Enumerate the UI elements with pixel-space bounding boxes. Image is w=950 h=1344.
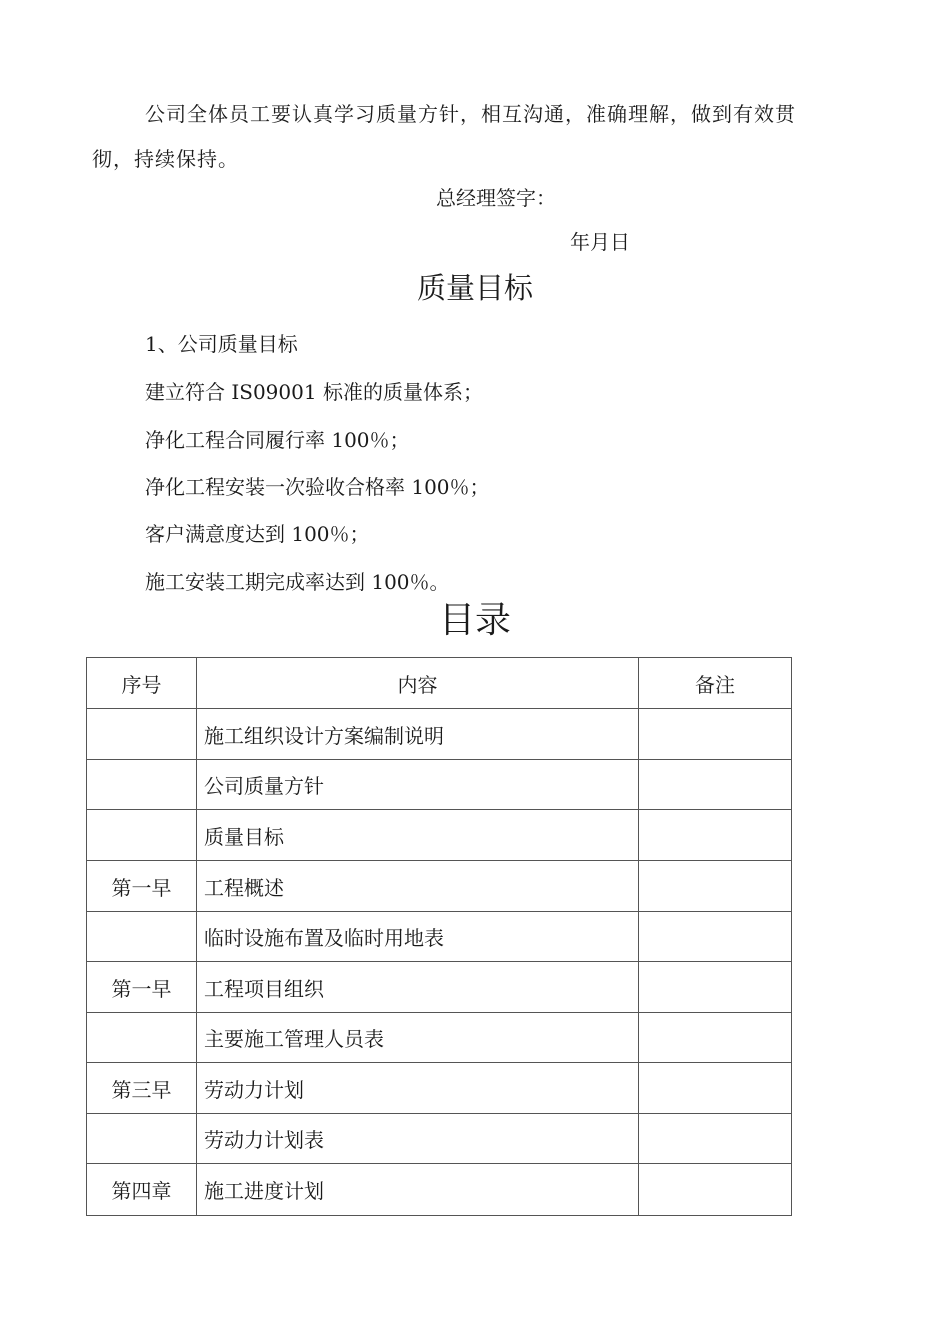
toc-header-row xyxy=(87,658,792,709)
toc-row-content: 工程概述 xyxy=(197,861,639,912)
goal-item: 客户满意度达到 100％； xyxy=(145,522,370,546)
toc-row xyxy=(87,810,792,861)
toc-row-note xyxy=(639,962,792,1013)
toc-row xyxy=(87,709,792,760)
goal-item: 1、公司质量目标 xyxy=(145,332,298,356)
toc-row-content: 劳动力计划 xyxy=(197,1063,639,1114)
toc-row-note xyxy=(639,1114,792,1164)
toc-row-note xyxy=(639,760,792,810)
toc-row-note xyxy=(639,1164,792,1216)
toc-row-content: 劳动力计划表 xyxy=(197,1114,639,1164)
toc-header-note: 备注 xyxy=(639,658,792,709)
toc-row xyxy=(87,1114,792,1164)
toc-header-content: 内容 xyxy=(197,658,639,709)
toc-row-no xyxy=(87,709,197,760)
toc-row-note xyxy=(639,1013,792,1063)
toc-row-content: 施工进度计划 xyxy=(197,1164,639,1216)
toc-row-note xyxy=(639,861,792,912)
quality-goals-heading: 质量目标 xyxy=(416,271,533,305)
policy-paragraph-line2: 彻，持续保持。 xyxy=(92,147,239,171)
goal-item: 施工安装工期完成率达到 100％。 xyxy=(145,570,450,594)
toc-row xyxy=(87,1063,792,1114)
toc-row xyxy=(87,760,792,810)
toc-row-no xyxy=(87,1114,197,1164)
toc-row xyxy=(87,1013,792,1063)
toc-row-no xyxy=(87,810,197,861)
toc-row-no: 第一早 xyxy=(87,962,197,1013)
toc-row-content: 临时设施布置及临时用地表 xyxy=(197,912,639,962)
toc-row-content: 工程项目组织 xyxy=(197,962,639,1013)
signature-label: 总经理签字： xyxy=(436,186,556,210)
toc-row-note xyxy=(639,1063,792,1114)
toc-row-no: 第三早 xyxy=(87,1063,197,1114)
toc-row-content: 质量目标 xyxy=(197,810,639,861)
toc-row xyxy=(87,861,792,912)
toc-row-content: 施工组织设计方案编制说明 xyxy=(197,709,639,760)
toc-row-note xyxy=(639,709,792,760)
toc-header-no: 序号 xyxy=(87,658,197,709)
toc-heading: 目录 xyxy=(438,600,511,641)
goal-item: 建立符合 IS09001 标准的质量体系； xyxy=(145,380,483,404)
toc-row-no: 第一早 xyxy=(87,861,197,912)
toc-row xyxy=(87,912,792,962)
toc-row-no xyxy=(87,912,197,962)
toc-row xyxy=(87,1164,792,1216)
date-label: 年月日 xyxy=(570,230,630,254)
toc-row xyxy=(87,962,792,1013)
toc-row-no: 第四章 xyxy=(87,1164,197,1216)
toc-row-note xyxy=(639,810,792,861)
toc-row-no xyxy=(87,760,197,810)
toc-row-note xyxy=(639,912,792,962)
goal-item: 净化工程安装一次验收合格率 100％； xyxy=(145,475,490,499)
goal-item: 净化工程合同履行率 100％； xyxy=(145,428,410,452)
toc-row-no xyxy=(87,1013,197,1063)
policy-paragraph-line1: 公司全体员工要认真学习质量方针，相互沟通，准确理解，做到有效贯 xyxy=(145,102,796,126)
toc-table xyxy=(86,657,792,1216)
toc-row-content: 主要施工管理人员表 xyxy=(197,1013,639,1063)
toc-row-content: 公司质量方针 xyxy=(197,760,639,810)
